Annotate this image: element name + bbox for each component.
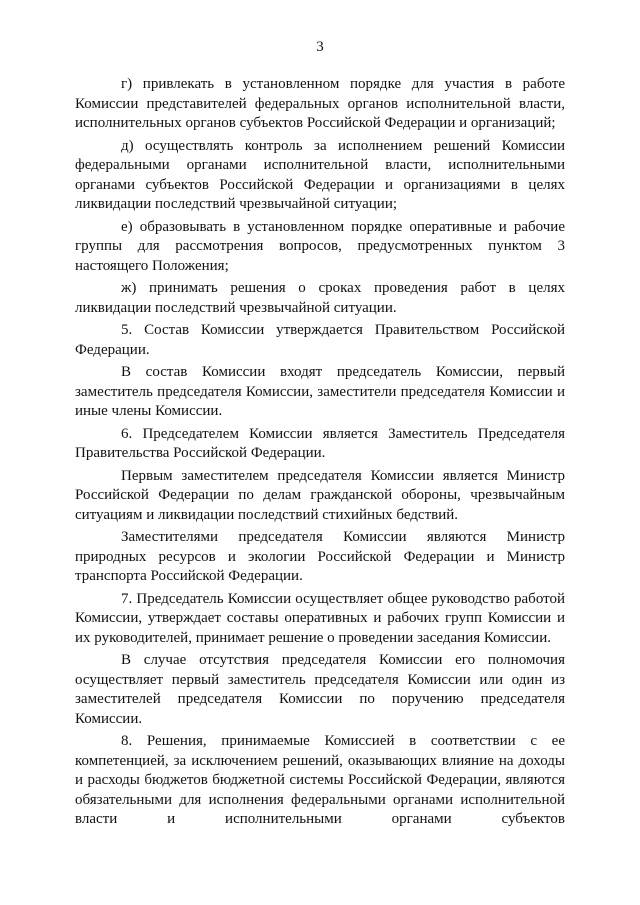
paragraph-section-5: 5. Состав Комиссии утверждается Правительством Российской Федерации. — [75, 322, 565, 358]
document-body — [75, 75, 565, 833]
paragraph-item-e: е) образовывать в установленном порядке оперативные и рабочие группы для рассмотрения вопросов, предусмотренных пунктом 3 настоящего Положения; — [75, 218, 565, 274]
paragraph-first-deputy: Первым заместителем председателя Комиссии является Министр Российской Федерации по делам гражданской обороны, чрезвычайным ситуациям и ликвидации последствий стихийных бедствий. — [75, 467, 565, 523]
paragraph-item-g: г) привлекать в установленном порядке для участия в работе Комиссии представителей федеральных органов исполнительной власти, исполнительных органов субъектов Российской Федерации и организаций; — [75, 76, 565, 131]
paragraph-section-7: 7. Председатель Комиссии осуществляет общее руководство работой Комиссии, утверждает составы оперативных и рабочих групп Комиссии и их руководителей, принимает решение о проведении заседания Комиссии. — [75, 590, 565, 646]
paragraph-deputies: Заместителями председателя Комиссии являются Министр природных ресурсов и экологии Российской Федерации и Министр транспорта Российской Федерации. — [75, 529, 565, 584]
paragraph-chair-absence: В случае отсутствия председателя Комиссии его полномочия осуществляет первый заместитель председателя Комиссии или один из заместителей председателя Комиссии по поручению председателя Комиссии. — [75, 652, 565, 727]
paragraph-commission-members: В состав Комиссии входят председатель Комиссии, первый заместитель председателя Комиссии, заместители председателя Комиссии и иные члены Комиссии. — [75, 364, 565, 419]
paragraph-item-zh: ж) принимать решения о сроках проведения работ в целях ликвидации последствий чрезвычайной ситуации. — [75, 280, 565, 316]
paragraph-item-d: д) осуществлять контроль за исполнением решений Комиссии федеральными органами исполнительной власти, исполнительными органами субъектов Российской Федерации и организациями в целях ликвидации последствий чрезвычайной ситуации; — [75, 137, 565, 212]
paragraph-section-8: 8. Решения, принимаемые Комиссией в соответствии с ее компетенцией, за исключением решений, оказывающих влияние на доходы и расходы бюджетов бюджетной системы Российской Федерации, являются обязательными для исполнения федеральными органами исполнительной власти и исполнительными органами субъектов — [75, 733, 565, 827]
page-number: 3 — [316, 39, 324, 55]
paragraph-section-6: 6. Председателем Комиссии является Заместитель Председателя Правительства Российской Федерации. — [75, 425, 565, 461]
